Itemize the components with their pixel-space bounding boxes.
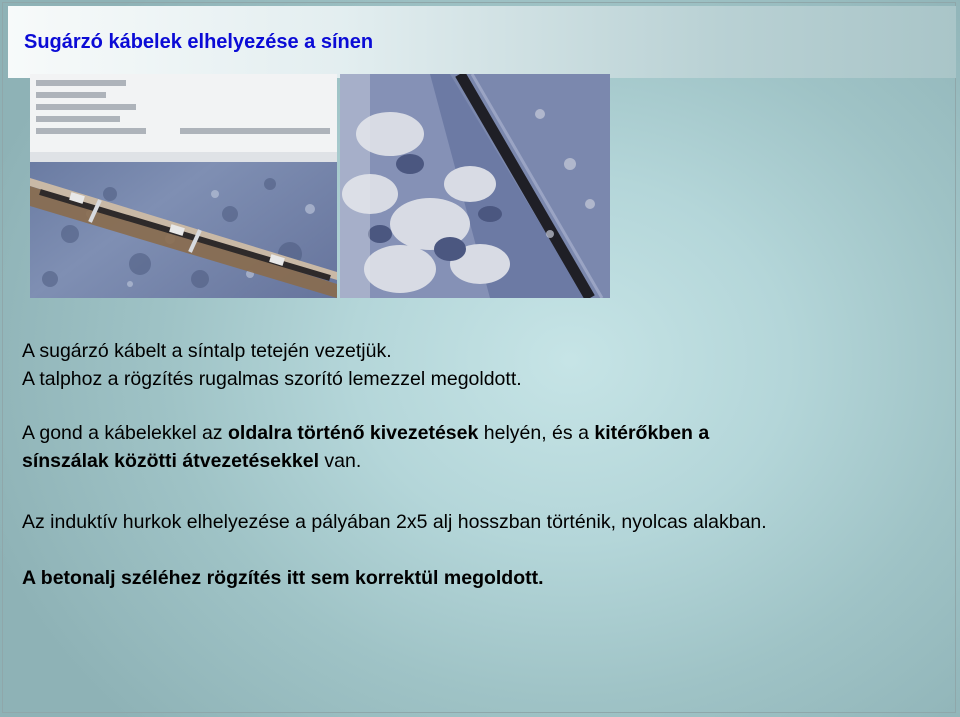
paragraph-cable-problem <box>22 419 709 475</box>
cable-on-rail-photo <box>30 74 337 298</box>
cable-clamp-closeup-photo <box>340 74 610 298</box>
slide-title: Sugárzó kábelek elhelyezése a sínen <box>24 31 374 53</box>
bold-run: oldalra történő kivezetések <box>227 422 479 444</box>
paragraph-inductive-loops: Az induktív hurkok elhelyezése a pályában 2x5 alj hosszban történik, nyolcas alakban. <box>22 511 767 533</box>
bold-run: sínszálak közötti átvezetésekkel <box>22 450 319 472</box>
text-run: helyén, és a <box>478 422 595 444</box>
text-run: A gond a kábelekkel az <box>22 422 228 444</box>
paragraph-concrete-sleeper: A betonalj széléhez rögzítés itt sem korrektül megoldott. <box>22 567 544 589</box>
bold-run: kitérőkben a <box>594 422 710 444</box>
paragraph-line: A talphoz a rögzítés rugalmas szorító lemezzel megoldott. <box>22 368 522 390</box>
text-run: van. <box>319 450 362 472</box>
paragraph-line: A sugárzó kábelt a síntalp tetején vezetjük. <box>22 340 392 362</box>
paragraph-rail-foot <box>22 337 522 393</box>
